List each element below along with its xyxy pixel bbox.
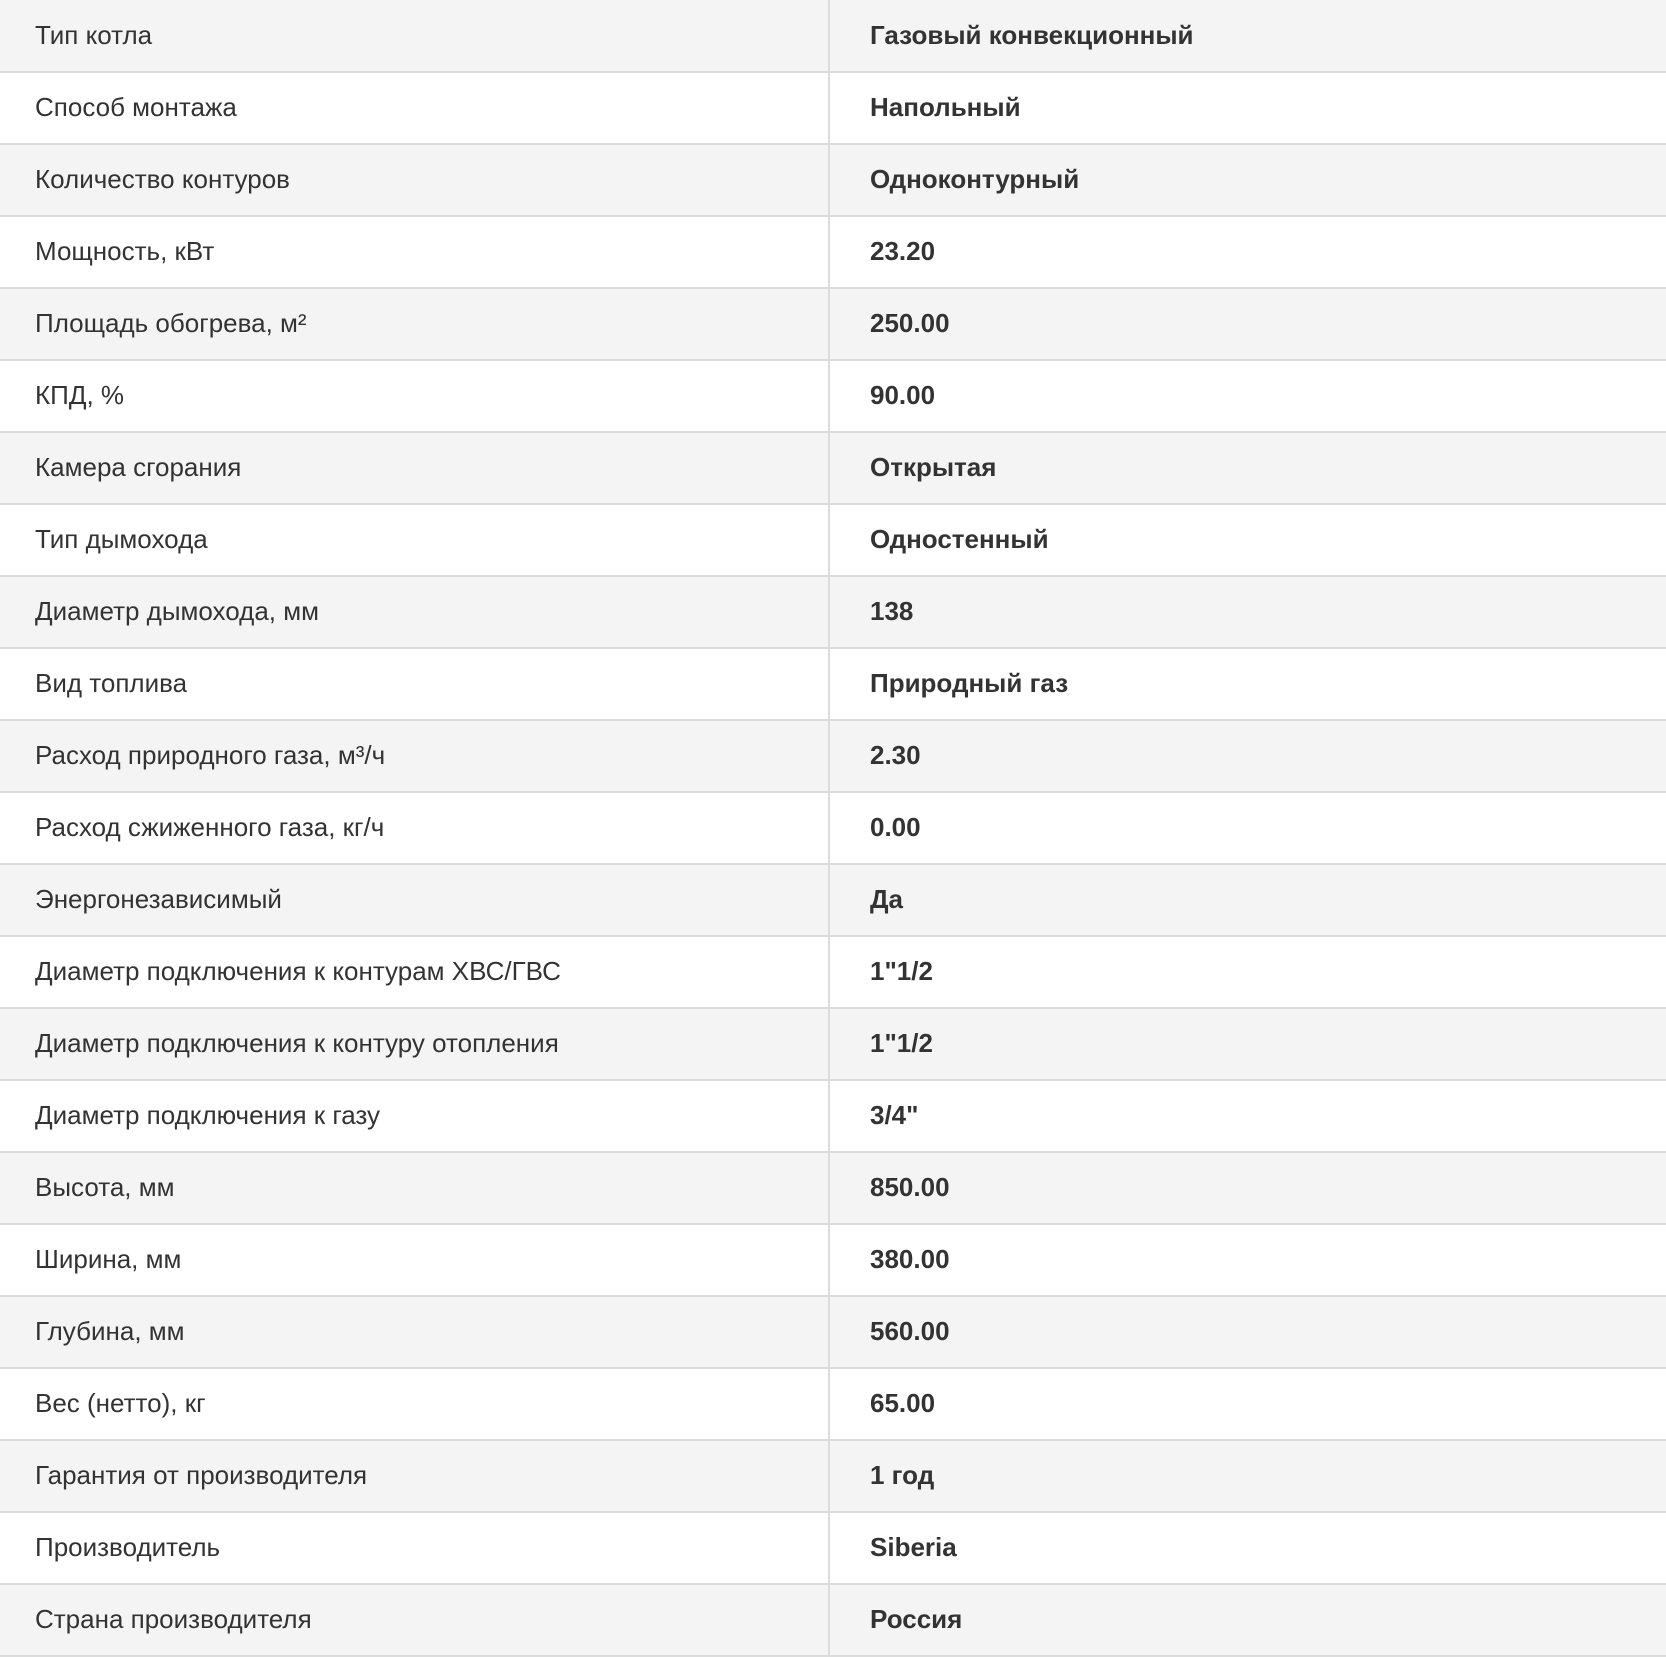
spec-value: 3/4" xyxy=(829,1080,1666,1152)
spec-row-country xyxy=(0,1584,1666,1656)
spec-value: 138 xyxy=(829,576,1666,648)
spec-value: 560.00 xyxy=(829,1296,1666,1368)
spec-name: Количество контуров xyxy=(0,144,829,216)
spec-value: 65.00 xyxy=(829,1368,1666,1440)
spec-row-heating-area xyxy=(0,288,1666,360)
spec-value: 1"1/2 xyxy=(829,1008,1666,1080)
spec-name: Вид топлива xyxy=(0,648,829,720)
spec-row-lpg-consumption xyxy=(0,792,1666,864)
spec-name: Площадь обогрева, м² xyxy=(0,288,829,360)
spec-name: Производитель xyxy=(0,1512,829,1584)
spec-name: Страна производителя xyxy=(0,1584,829,1656)
spec-value: 2.30 xyxy=(829,720,1666,792)
spec-name: Диаметр подключения к контурам ХВС/ГВС xyxy=(0,936,829,1008)
spec-value: Газовый конвекционный xyxy=(829,0,1666,72)
spec-row-chimney-diameter xyxy=(0,576,1666,648)
spec-value: Природный газ xyxy=(829,648,1666,720)
spec-name: Глубина, мм xyxy=(0,1296,829,1368)
spec-row-natural-gas-consumption xyxy=(0,720,1666,792)
spec-row-boiler-type xyxy=(0,0,1666,72)
spec-value: 380.00 xyxy=(829,1224,1666,1296)
spec-name: Камера сгорания xyxy=(0,432,829,504)
spec-value: 1"1/2 xyxy=(829,936,1666,1008)
spec-row-depth xyxy=(0,1296,1666,1368)
spec-name: Способ монтажа xyxy=(0,72,829,144)
spec-value: 23.20 xyxy=(829,216,1666,288)
spec-row-power xyxy=(0,216,1666,288)
spec-value: Россия xyxy=(829,1584,1666,1656)
spec-row-efficiency xyxy=(0,360,1666,432)
spec-name: Диаметр подключения к контуру отопления xyxy=(0,1008,829,1080)
spec-name: Тип дымохода xyxy=(0,504,829,576)
spec-row-chimney-type xyxy=(0,504,1666,576)
spec-value: 850.00 xyxy=(829,1152,1666,1224)
spec-value: 250.00 xyxy=(829,288,1666,360)
spec-name: Гарантия от производителя xyxy=(0,1440,829,1512)
spec-value: 90.00 xyxy=(829,360,1666,432)
spec-name: Мощность, кВт xyxy=(0,216,829,288)
spec-name: Высота, мм xyxy=(0,1152,829,1224)
spec-name: Расход природного газа, м³/ч xyxy=(0,720,829,792)
spec-value: Siberia xyxy=(829,1512,1666,1584)
spec-value: Одностенный xyxy=(829,504,1666,576)
spec-value: 0.00 xyxy=(829,792,1666,864)
spec-row-energy-independent xyxy=(0,864,1666,936)
spec-row-fuel-type xyxy=(0,648,1666,720)
spec-name: Энергонезависимый xyxy=(0,864,829,936)
spec-name: Тип котла xyxy=(0,0,829,72)
spec-value: 1 год xyxy=(829,1440,1666,1512)
spec-row-manufacturer xyxy=(0,1512,1666,1584)
spec-name: Диаметр дымохода, мм xyxy=(0,576,829,648)
spec-row-width xyxy=(0,1224,1666,1296)
spec-name: Расход сжиженного газа, кг/ч xyxy=(0,792,829,864)
spec-row-mounting xyxy=(0,72,1666,144)
spec-row-gas-connection xyxy=(0,1080,1666,1152)
spec-row-combustion-chamber xyxy=(0,432,1666,504)
spec-name: Ширина, мм xyxy=(0,1224,829,1296)
spec-name: Диаметр подключения к газу xyxy=(0,1080,829,1152)
spec-row-water-connection xyxy=(0,936,1666,1008)
spec-value: Напольный xyxy=(829,72,1666,144)
spec-value: Да xyxy=(829,864,1666,936)
spec-value: Одноконтурный xyxy=(829,144,1666,216)
spec-name: Вес (нетто), кг xyxy=(0,1368,829,1440)
spec-row-heating-connection xyxy=(0,1008,1666,1080)
spec-row-weight xyxy=(0,1368,1666,1440)
spec-row-height xyxy=(0,1152,1666,1224)
spec-value: Открытая xyxy=(829,432,1666,504)
spec-row-circuits xyxy=(0,144,1666,216)
spec-row-warranty xyxy=(0,1440,1666,1512)
spec-name: КПД, % xyxy=(0,360,829,432)
